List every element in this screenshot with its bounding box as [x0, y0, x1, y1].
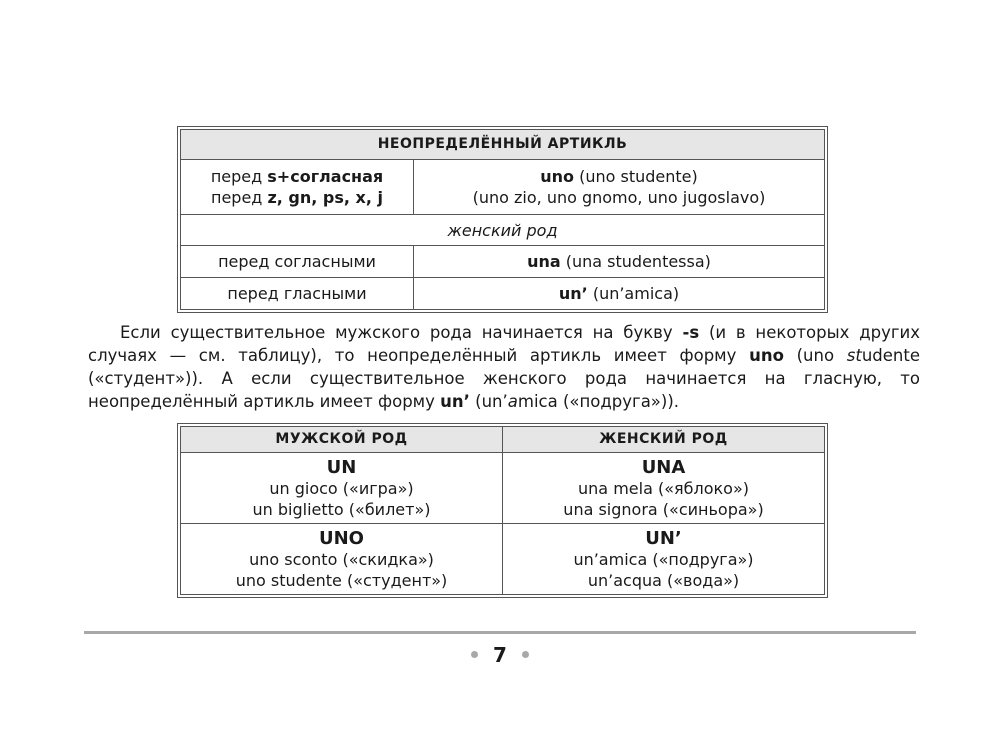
indefinite-article-table — [177, 126, 828, 313]
table-cell: uno (uno studente) (uno zio, uno gnomo, uno jugoslavo) — [414, 160, 825, 215]
table-cell: перед гласными — [181, 278, 414, 310]
table-cell: un’ (un’amica) — [414, 278, 825, 310]
table-header-row — [181, 427, 825, 453]
table-row — [181, 246, 825, 278]
table-row — [181, 453, 825, 524]
footer-rule — [84, 631, 916, 634]
masculine-header: МУЖСКОЙ РОД — [181, 427, 503, 453]
table-cell: UNA una mela («яблоко») una signora («синьора») — [503, 453, 825, 524]
table-cell: UN’ un’amica («подруга») un’acqua («вода») — [503, 524, 825, 595]
table-row — [181, 278, 825, 310]
table-cell: UNO uno sconto («скидка») uno studente («студент») — [181, 524, 503, 595]
table-row — [181, 160, 825, 215]
bullet-dot-icon — [471, 651, 478, 658]
table-cell: una (una studentessa) — [414, 246, 825, 278]
table-cell: UN un gioco («игра») un biglietto («билет») — [181, 453, 503, 524]
table-title: НЕОПРЕДЕЛЁННЫЙ АРТИКЛЬ — [181, 130, 825, 160]
table-cell: перед согласными — [181, 246, 414, 278]
feminine-header: ЖЕНСКИЙ РОД — [503, 427, 825, 453]
table-row — [181, 524, 825, 595]
page-footer — [0, 643, 1000, 667]
page-number: 7 — [493, 643, 507, 667]
table-subheader-row — [181, 215, 825, 246]
gender-article-table — [177, 423, 828, 598]
table-header-row — [181, 130, 825, 160]
feminine-subheader: женский род — [181, 215, 825, 246]
table-cell: перед s+согласная перед z, gn, ps, x, j — [181, 160, 414, 215]
bullet-dot-icon — [522, 651, 529, 658]
explanation-paragraph: Если существительное мужского рода начинается на букву -s (и в некоторых других случаях — см. таблицу), то неопределённый артикль имеет форму uno (uno studente («студент»)). А если существительное женского рода начинается на гласную, то неопределённый артикль имеет форму un’ (un’amica («подруга»)). — [88, 323, 920, 411]
